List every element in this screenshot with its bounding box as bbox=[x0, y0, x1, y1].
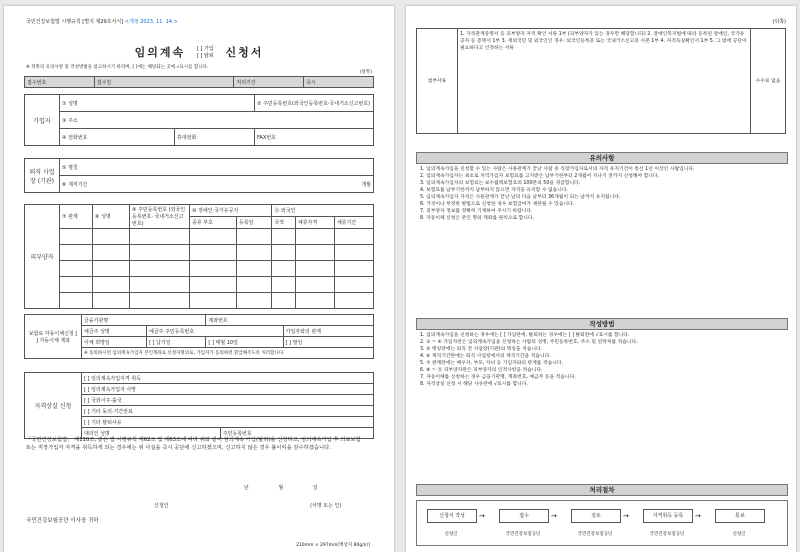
notice-item: 8. 자동이체 신청은 본인 명의 계좌를 원칙으로 합니다. bbox=[420, 216, 535, 221]
arrow-right-icon: → bbox=[479, 512, 485, 520]
day-10-option[interactable]: [ ] 매월 10일 bbox=[206, 337, 283, 348]
writing-item: 1. 임의계속가입을 신청하는 경우에는 [ ] 가입란에, 탈퇴하는 경우에는 [ ] 탈퇴란에 √표시를 합니다. bbox=[420, 333, 630, 338]
relation-field[interactable]: 가입자와의 관계 bbox=[283, 326, 373, 337]
bank-field[interactable]: 금융기관명 bbox=[82, 315, 206, 326]
notice-list bbox=[420, 166, 782, 222]
actor-label: 국민건강보험공단 bbox=[649, 532, 685, 537]
withdrawal-reason-3[interactable]: [ ] 국외이주·출국 bbox=[82, 395, 374, 406]
form-back-page bbox=[406, 6, 796, 552]
period-value: 즉시 bbox=[304, 77, 374, 88]
instruction-note: ※ 뒤쪽의 유의사항 및 작성방법을 참고하시기 바라며, [ ]에는 해당되는 곳에 √표시를 합니다. bbox=[26, 65, 209, 70]
writing-item: 7. 자동이체를 신청하는 경우 금융기관명, 계좌번호, 예금주 등을 적습니다. bbox=[420, 375, 576, 380]
arrow-right-icon: → bbox=[623, 512, 629, 520]
writing-item: 2. ① ~ ④ 가입자란은 임의계속가입을 신청하는 사람의 성명, 주민등록번호, 주소 및 연락처를 적습니다. bbox=[420, 340, 638, 345]
notice-item: 4. 보험료를 납부기한까지 납부하지 않으면 자격을 유지할 수 없습니다. bbox=[420, 188, 569, 193]
title-main: 임의계속 bbox=[134, 46, 186, 59]
option-join[interactable]: [ ] 가입 bbox=[196, 46, 214, 52]
process-flow bbox=[416, 500, 788, 546]
arrow-right-icon: → bbox=[551, 512, 557, 520]
fee-label: 수수료 없음 bbox=[751, 29, 786, 134]
withdrawal-table bbox=[24, 372, 374, 439]
actor-label: 국민건강보험공단 bbox=[577, 532, 613, 537]
workplace-label: 퇴직 사업장 (기관) bbox=[25, 159, 60, 193]
withdrawal-reason-5[interactable]: [ ] 기타 탈퇴사유 bbox=[82, 417, 374, 428]
day-due-option[interactable]: [ ] 납기일 bbox=[147, 337, 206, 348]
date-line[interactable]: 년 월 일 bbox=[244, 485, 332, 491]
step-register: 자격취득 등록 bbox=[643, 509, 693, 523]
form-title bbox=[4, 44, 394, 60]
notice-item: 5. 임의계속가입자 자격은 사용관계가 끝난 날의 다음 날부터 36개월이 되는 날까지 유지됩니다. bbox=[420, 195, 621, 200]
withdrawal-label: 자격상실 신청 bbox=[25, 373, 82, 439]
table-row[interactable] bbox=[25, 277, 374, 293]
step-review: 검토 bbox=[571, 509, 621, 523]
attachments-text: 1. 가족관계증명서 등 피부양자 자격 확인 서류 1부 (피부양자가 있는 경우만 해당합니다) 2. 장애인복지법에 따라 등록된 장애인, 국가유공자 등 증명서 1부 3. 재외국민 및 외국인인 경우: 외국인등록증 또는 국내거소신고증 사본 1부 4. 자격득실확인서 1부 5. 그 밖에 공단이 필요하다고 인정하는 서류 bbox=[458, 29, 751, 134]
receipt-date-label: 접수일 bbox=[94, 77, 234, 88]
writing-list bbox=[420, 332, 782, 388]
option-withdraw[interactable]: [ ] 탈퇴 bbox=[196, 53, 214, 59]
dependents-table bbox=[24, 204, 374, 309]
form-header bbox=[26, 18, 178, 25]
writing-item: 4. ⑥ 재직기간란에는 퇴직 사업장에서의 재직기간을 적습니다. bbox=[420, 354, 551, 359]
actor-label: 신청인 bbox=[444, 532, 458, 537]
actor-label: 국민건강보험공단 bbox=[505, 532, 541, 537]
writing-item: 8. 자격상실 신청 시 해당 사유란에 √표시를 합니다. bbox=[420, 382, 528, 387]
dependents-label: 피부양자 bbox=[25, 205, 60, 309]
col-foreigner: ⑪ 외국인 bbox=[272, 205, 374, 217]
arrow-right-icon: → bbox=[695, 512, 701, 520]
step-receive: 접수 bbox=[499, 509, 549, 523]
subcol-nationality: 국적 bbox=[272, 217, 296, 229]
page-indicator: (앞쪽) bbox=[359, 70, 372, 75]
paper-spec: 210mm × 297mm[백상지 80g/㎡] bbox=[296, 543, 370, 548]
agent-name-field[interactable]: 대리인 성명 bbox=[82, 428, 221, 439]
transfer-day-label: 이체 희망일 bbox=[82, 337, 147, 348]
subcol-status: 체류자격 bbox=[295, 217, 334, 229]
auto-debit-label: 보험료 자동이체신청 [ ] 자동이체 계좌 bbox=[25, 315, 82, 359]
title-suffix: 신청서 bbox=[225, 46, 264, 59]
account-field[interactable]: 계좌번호 bbox=[206, 315, 374, 326]
day-end-option[interactable]: [ ] 말일 bbox=[283, 337, 373, 348]
holder-field[interactable]: 예금주 성명 bbox=[82, 326, 147, 337]
phone-field[interactable]: ④ 전화번호 bbox=[60, 129, 175, 146]
step-notify: 통보 bbox=[715, 509, 765, 523]
notice-item: 3. 임의계속가입자의 보험료는 보수월액보험료의 100분의 50을 경감합니다. bbox=[420, 181, 581, 186]
revision-date: <개정 2023. 11. 14.> bbox=[124, 19, 178, 25]
period-label: 처리기간 bbox=[234, 77, 304, 88]
mobile-field[interactable]: 휴대전화 bbox=[175, 129, 255, 146]
employment-period-field[interactable]: ⑥ 재직기간 bbox=[62, 181, 88, 188]
page-indicator-back: (뒤쪽) bbox=[772, 19, 786, 25]
attachments-label: 첨부서류 bbox=[417, 29, 458, 134]
agent-rrn-field[interactable]: 주민등록번호 bbox=[220, 428, 373, 439]
writing-item: 3. ⑤ 명칭란에는 퇴직 전 사업장(기관)의 명칭을 적습니다. bbox=[420, 347, 543, 352]
table-row[interactable] bbox=[25, 293, 374, 309]
receipt-table bbox=[24, 76, 374, 88]
subcol-type: 종류 부호 bbox=[190, 217, 237, 229]
notice-section-title: 유의사항 bbox=[416, 152, 788, 164]
table-row[interactable] bbox=[25, 261, 374, 277]
withdrawal-reason-4[interactable]: [ ] 기타 동의·기간만료 bbox=[82, 406, 374, 417]
writing-section-title: 작성방법 bbox=[416, 318, 788, 330]
workplace-name-field[interactable]: ⑤ 명칭 bbox=[60, 159, 374, 176]
notice-item: 6. 거짓이나 부정한 방법으로 신청한 경우 보험급여가 제한될 수 있습니다. bbox=[420, 202, 575, 207]
writing-item: 6. ⑧ ~ ⑪ 피부양자란은 피부양자의 인적사항을 적습니다. bbox=[420, 368, 543, 373]
table-row[interactable] bbox=[25, 245, 374, 261]
months-unit: 개월 bbox=[361, 181, 371, 188]
addressee: 국민건강보험공단 이사장 귀하 bbox=[26, 518, 99, 524]
applicant-signature[interactable] bbox=[154, 502, 341, 509]
col-relation: ⑦ 관계 bbox=[60, 205, 93, 229]
step-write: 신청서 작성 bbox=[427, 509, 477, 523]
notice-item: 2. 임의계속가입자는 최초로 지역가입자 보험료를 고지받은 납부기한부터 2개월이 지나기 전까지 신청해야 합니다. bbox=[420, 174, 660, 179]
applicant-label: 신청인 bbox=[154, 503, 169, 509]
declaration-text: 「국민건강보험법」 제110조, 같은 법 시행규칙 제62조 및 제63조에 따라 위와 같이 임의계속 가입(탈퇴)을 신청하고, 임의계속가입 후 의료보험 또는 직장가입자 자격을 취득하게 되는 경우에는 위 사실을 즉시 공단에 신고하겠으며, 신고하지 않은 경우 불이익을 감수하겠습니다. bbox=[26, 437, 361, 451]
form-front-page bbox=[4, 6, 394, 552]
form-legal-basis: 국민건강보험법 시행규칙 [별지 제29호서식] bbox=[26, 19, 124, 25]
attachments-table bbox=[416, 28, 786, 134]
holder-rrn-field[interactable]: 예금주 주민등록번호 bbox=[147, 326, 284, 337]
col-disability: ⑩ 장애인·국가유공자 bbox=[190, 205, 272, 217]
actor-label: 신청인 bbox=[732, 532, 746, 537]
subscriber-table bbox=[24, 94, 374, 146]
withdrawal-reason-1[interactable]: [ ] 임의계속가입자격 취득 bbox=[82, 373, 374, 384]
fax-field[interactable]: FAX번호 bbox=[255, 129, 374, 146]
col-rrn: ⑨ 주민등록번호 (외국인등록번호· 국내거소신고번호) bbox=[130, 205, 190, 229]
workplace-table bbox=[24, 158, 374, 193]
withdrawal-reason-2[interactable]: [ ] 임의계속가입자 사망 bbox=[82, 384, 374, 395]
subscriber-label: 가입자 bbox=[25, 95, 60, 146]
col-name: ⑧ 성명 bbox=[93, 205, 130, 229]
consent-note: ※ 동의하시면 임의계속가입자 본인계좌로 신청자명의로, 가입자가 동의하면 환급해주도록 처리합니다. bbox=[82, 348, 374, 359]
subcol-reg-date: 등록일 bbox=[236, 217, 271, 229]
table-row[interactable] bbox=[25, 229, 374, 245]
notice-item: 7. 피부양자 정보를 정확히 기재하여 주시기 바랍니다. bbox=[420, 209, 533, 214]
receipt-no-label: 접수번호 bbox=[25, 77, 95, 88]
subcol-period: 체류기간 bbox=[334, 217, 373, 229]
name-field[interactable]: ① 성명 bbox=[60, 95, 255, 112]
writing-item: 5. ⑦ 관계란에는 배우자, 부모, 자녀 등 가입자와의 관계를 적습니다. bbox=[420, 361, 564, 366]
process-section-title: 처리절차 bbox=[416, 484, 788, 496]
notice-item: 1. 임의계속가입을 신청할 수 있는 사람은 사용관계가 끝난 사람 중 직장가입자로서의 자격 유지기간이 통산 1년 이상인 사람입니다. bbox=[420, 167, 695, 172]
sign-label: (서명 또는 인) bbox=[310, 503, 342, 509]
auto-debit-table bbox=[24, 314, 374, 359]
address-field[interactable]: ③ 주소 bbox=[60, 112, 374, 129]
rrn-field[interactable]: ② 주민등록번호(외국인등록번호·국내거소신고번호) bbox=[255, 95, 374, 112]
